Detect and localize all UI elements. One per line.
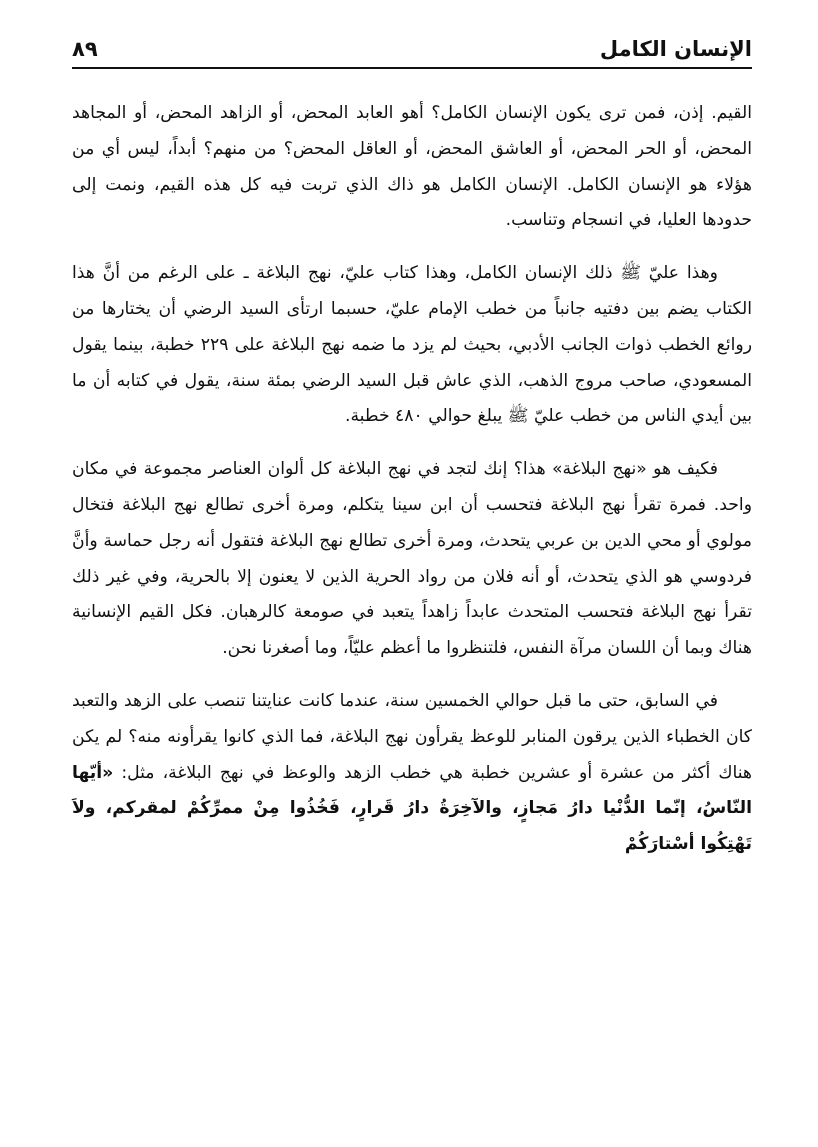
- page-header: [72, 26, 752, 66]
- paragraph-3: [72, 452, 752, 667]
- sermon-quote: «أيّها النّاسُ، إنّما الدُّنْيا دارُ مَجازٍ، والآخِرَةُ دارُ قَرارٍ، فَخُذُوا مِنْ ممرِّكُمْ لمقركم، ولاَ تَهْتِكُوا أسْتارَكُمْ: [72, 762, 752, 855]
- running-title: الإنسان الكامل: [599, 37, 752, 61]
- body-text: [72, 96, 752, 863]
- page-number: ٨٩: [72, 37, 98, 61]
- paragraph-4: [72, 684, 752, 863]
- paragraph-1: [72, 96, 752, 239]
- paragraph-1-text: القيم. إذن، فمن ترى يكون الإنسان الكامل؟ أهو العابد المحض، أو الزاهد المحض، أو المجاهد المحض، أو الحر المحض، أو العاشق المحض، أو العاقل المحض؟ من منهم؟ أبداً، ليس أي من هؤلاء هو الإنسان الكامل. الإنسان الكامل هو ذاك الذي تربت فيه كل هذه القيم، ونمت إلى حدودها العليا، في انسجام وتناسب.: [72, 103, 752, 231]
- paragraph-4-text: في السابق، حتى ما قبل حوالي الخمسين سنة، عندما كانت عنايتنا تنصب على الزهد والتعبد كان الخطباء الذين يرقون المنابر للوعظ يقرأون نهج البلاغة، فما الذي كانوا يقرأونه منه؟ لم يكن هناك أكثر من عشرة أو عشرين خطبة هي خطب الزهد والوعظ في نهج البلاغة، مثل:: [72, 690, 752, 783]
- paragraph-3-text: فكيف هو «نهج البلاغة» هذا؟ إنك لتجد في نهج البلاغة كل ألوان العناصر مجموعة في مكان واحد. فمرة تقرأ نهج البلاغة فتحسب أن ابن سينا يتكلم، ومرة أخرى تطالع نهج البلاغة فتخال مولوي أو محي الدين بن عربي يتحدث، ومرة أخرى تطالع نهج البلاغة فتقول أنه رجل حماسة وأنَّ فردوسي هو الذي يتحدث، أو أنه فلان من رواد الحرية الذين لا يعنون إلا بالحرية، وفي غير ذلك تقرأ نهج البلاغة فتحسب المتحدث عابداً زاهداً يتعبد في صومعة كالرهبان. فكل القيم الإنسانية هناك وبما أن اللسان مرآة النفس، فلتنظروا ما أعظم عليّاً، وما أصغرنا نحن.: [72, 459, 752, 659]
- paragraph-2-text: وهذا عليّ ﷺ ذلك الإنسان الكامل، وهذا كتاب عليّ، نهج البلاغة ـ على الرغم من أنَّ هذا الكتاب يضم بين دفتيه جانباً من خطب الإمام عليّ، حسبما ارتأى السيد الرضي أن يختارها من روائع الخطب ذوات الجانب الأدبي، بحيث لم يزد ما ضمه نهج البلاغة على ٢٢٩ خطبة، بينما يقول المسعودي، صاحب مروج الذهب، الذي عاش قبل السيد الرضي بمئة سنة، يقول في كتابه أن ما بين أيدي الناس من خطب عليّ ﷺ يبلغ حوالي ٤٨٠ خطبة.: [72, 263, 752, 427]
- header-divider: [72, 67, 752, 69]
- paragraph-2: [72, 256, 752, 435]
